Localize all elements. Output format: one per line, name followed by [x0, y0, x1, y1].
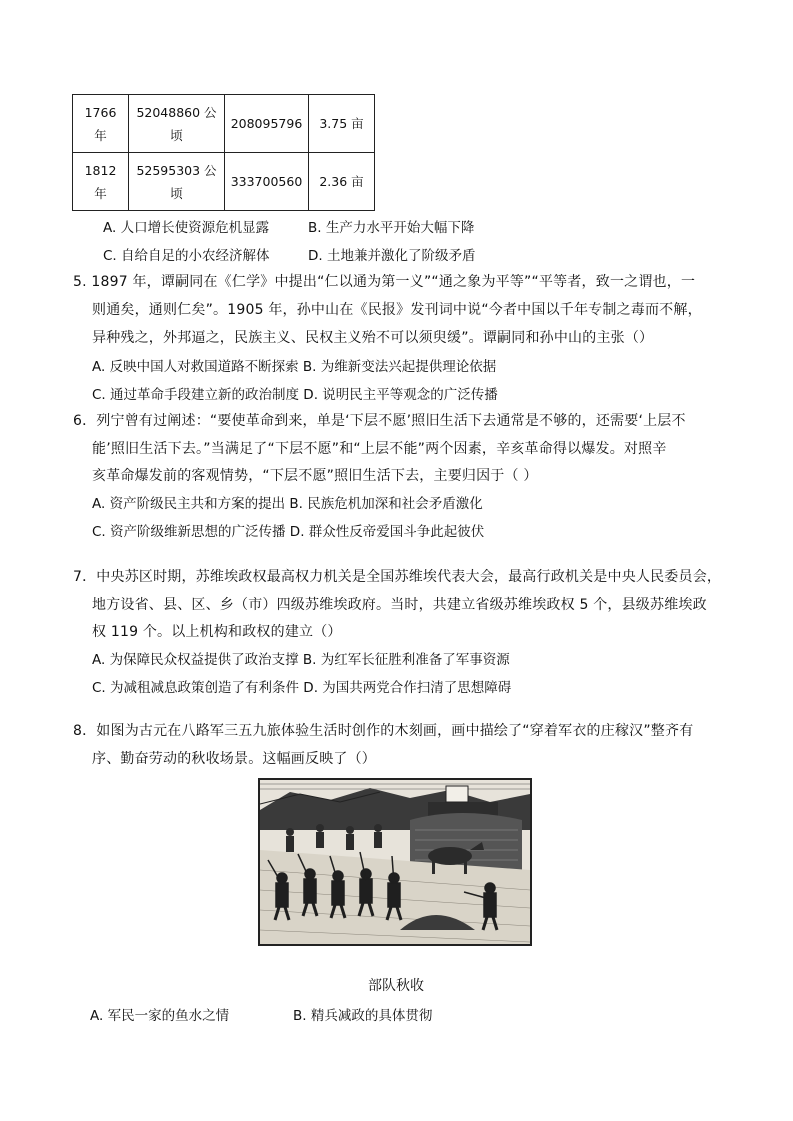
- q4-option-d: D. 土地兼并激化了阶级矛盾: [308, 248, 476, 264]
- q7-stem-line: 权 119 个。以上机构和政权的建立（）: [92, 624, 342, 640]
- land-population-table: [72, 94, 375, 211]
- q6-stem-line: 6．列宁曾有过阐述：“要使革命到来，单是‘下层不愿’照旧生活下去通常是不够的，还需要‘上层不: [73, 413, 686, 429]
- table-cell-land: 52595303 公 顷: [129, 153, 225, 211]
- q6-stem-line: 亥革命爆发前的客观情势，“下层不愿”照旧生活下去，主要归因于（ ）: [92, 468, 538, 484]
- q6-options-ab: A. 资产阶级民主共和方案的提出 B. 民族危机加深和社会矛盾激化: [92, 496, 483, 512]
- q5-stem-line: 5. 1897 年，谭嗣同在《仁学》中提出“仁以通为第一义”“通之象为平等”“平等者，致一之谓也，一: [73, 274, 696, 290]
- q4-option-c: C. 自给自足的小农经济解体: [103, 248, 270, 264]
- q5-stem-line: 异种残之，外邦逼之，民族主义、民权主义殆不可以须臾缓”。谭嗣同和孙中山的主张（）: [92, 330, 654, 346]
- q8-stem-line: 序、勤奋劳动的秋收场景。这幅画反映了（）: [92, 751, 376, 767]
- q5-options-ab: A. 反映中国人对救国道路不断探索 B. 为维新变法兴起提供理论依据: [92, 359, 497, 375]
- q4-option-b: B. 生产力水平开始大幅下降: [308, 220, 475, 236]
- q8-option-a: A. 军民一家的鱼水之情: [90, 1008, 230, 1024]
- q7-stem-line: 地方设省、县、区、乡（市）四级苏维埃政府。当时，共建立省级苏维埃政权 5 个，县级苏维埃政: [92, 597, 707, 613]
- q8-option-b: B. 精兵减政的具体贯彻: [293, 1008, 433, 1024]
- q6-stem-line: 能’照旧生活下去。”当满足了“下层不愿”和“上层不能”两个因素，辛亥革命得以爆发。对照辛: [92, 441, 667, 457]
- q5-options-cd: C. 通过革命手段建立新的政治制度 D. 说明民主平等观念的广泛传播: [92, 387, 498, 403]
- table-cell-land: 52048860 公 顷: [129, 95, 225, 153]
- q7-options-cd: C. 为减租减息政策创造了有利条件 D. 为国共两党合作扫清了思想障碍: [92, 680, 512, 696]
- table-row: [73, 153, 375, 211]
- table-cell-population: 333700560: [225, 153, 309, 211]
- woodcut-harvest-image: [258, 778, 532, 946]
- q7-stem-line: 7．中央苏区时期，苏维埃政权最高权力机关是全国苏维埃代表大会，最高行政机关是中央人民委员会，: [73, 569, 722, 585]
- q8-stem-line: 8．如图为古元在八路军三五九旅体验生活时创作的木刻画，画中描绘了“穿着军衣的庄稼汉”整齐有: [73, 723, 694, 739]
- table-cell-per-capita: 3.75 亩: [309, 95, 375, 153]
- q5-stem-line: 则通矣，通则仁矣”。1905 年，孙中山在《民报》发刊词中说“今者中国以千年专制之毒而不解，: [92, 302, 702, 318]
- q4-option-a: A. 人口增长使资源危机显露: [103, 220, 270, 236]
- q6-options-cd: C. 资产阶级维新思想的广泛传播 D. 群众性反帝爱国斗争此起彼伏: [92, 524, 485, 540]
- q7-options-ab: A. 为保障民众权益提供了政治支撑 B. 为红军长征胜利准备了军事资源: [92, 652, 510, 668]
- table-cell-year: 1812 年: [73, 153, 129, 211]
- figure-caption: 部队秋收: [368, 978, 424, 994]
- table-row: [73, 95, 375, 153]
- table-cell-year: 1766 年: [73, 95, 129, 153]
- table-cell-per-capita: 2.36 亩: [309, 153, 375, 211]
- table-cell-population: 208095796: [225, 95, 309, 153]
